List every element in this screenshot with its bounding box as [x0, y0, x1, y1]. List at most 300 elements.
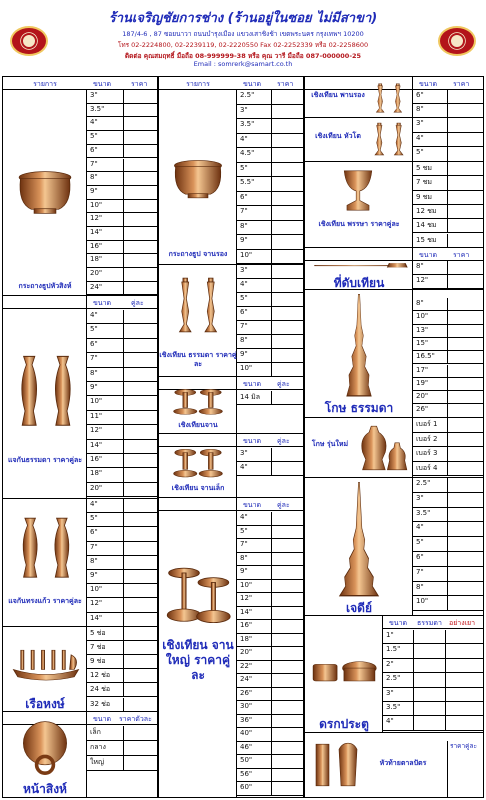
candle-snuffer-section — [305, 248, 483, 290]
door-knob-image — [309, 646, 379, 692]
size-value: 19" — [416, 378, 429, 387]
table-row — [413, 522, 483, 537]
table-row — [87, 613, 157, 627]
table-row — [237, 321, 303, 335]
size-value: เล็ก — [90, 728, 101, 736]
table-row — [237, 119, 303, 134]
price-cell — [271, 349, 272, 362]
price-cell — [447, 298, 448, 310]
table-row — [413, 596, 483, 611]
table-row — [87, 542, 157, 556]
size-value: 11" — [90, 411, 103, 420]
size-value: 36" — [240, 715, 253, 724]
price-column-header: ราคา — [453, 80, 470, 88]
price-column-header: ราคา — [277, 80, 294, 88]
table-row — [87, 213, 157, 227]
table-row — [383, 630, 483, 644]
product-caption: เชิงเทียน จานเล็ก — [171, 484, 225, 492]
price-cell — [271, 755, 272, 768]
price-cell — [447, 261, 448, 274]
candlestick-dish-section — [159, 377, 303, 434]
table-row — [413, 582, 483, 597]
table-row — [87, 598, 157, 612]
price-cell — [271, 661, 272, 674]
table-row — [87, 324, 157, 338]
size-value: 24" — [90, 282, 103, 291]
size-value: 8" — [416, 299, 424, 307]
price-column-header: ราคา — [131, 80, 148, 88]
table-row — [413, 378, 483, 391]
candlestick-bighead-section — [305, 118, 483, 162]
price-cell — [123, 172, 124, 185]
size-value: 9" — [90, 383, 98, 391]
size-value: เบอร์ 3 — [416, 449, 438, 457]
price-cell — [123, 411, 124, 424]
size-value: 7" — [240, 322, 248, 330]
price-cell — [447, 378, 448, 390]
price-column-2 — [158, 76, 304, 798]
price-cell — [123, 200, 124, 213]
table-row — [87, 726, 157, 741]
price-cell — [447, 365, 448, 377]
size-value: 8" — [90, 173, 98, 182]
table-row — [237, 580, 303, 594]
size-value: 4" — [416, 133, 424, 142]
price-cell — [271, 620, 272, 633]
size-value: 10" — [240, 580, 253, 589]
price-cell — [271, 647, 272, 660]
table-row — [413, 351, 483, 364]
price-cell — [271, 250, 272, 264]
price-pair-label: ราคาคู่ละ — [447, 741, 483, 797]
table-row — [383, 644, 483, 658]
table-row — [87, 104, 157, 118]
size-value: 3" — [416, 119, 424, 127]
size-column-header: ขนาด — [419, 251, 438, 259]
size-value: 5 ช่อ — [90, 629, 106, 637]
price-cell — [271, 553, 272, 566]
price-column-header: ราคาตัวละ — [119, 715, 152, 723]
price-cell — [271, 512, 272, 525]
size-value: 22" — [240, 661, 253, 670]
size-value: 16.5" — [416, 352, 435, 361]
table-row — [87, 411, 157, 425]
table-header-row — [3, 77, 157, 90]
table-row — [87, 641, 157, 655]
bighead-candlestick-image — [367, 120, 411, 158]
urn-plain-section — [305, 290, 483, 418]
product-caption: ดรกประตู — [319, 717, 369, 731]
size-value: 46" — [240, 742, 253, 751]
size-value: 10" — [416, 597, 429, 606]
size-value: 12" — [240, 594, 253, 602]
size-value: 5" — [240, 163, 248, 172]
price-cell — [271, 607, 272, 620]
small-dish-candlestick-image — [169, 440, 227, 482]
price-cell — [447, 582, 448, 596]
product-caption: หัวท้ายตาลปัตร — [379, 759, 427, 767]
table-row — [87, 90, 157, 104]
table-row — [413, 537, 483, 552]
size-value: 9 ช่อ — [90, 657, 106, 666]
price-cell — [447, 118, 448, 132]
size-value: 14 มิล — [240, 393, 261, 401]
table-row — [413, 205, 483, 219]
price-cell — [271, 728, 272, 741]
size-value: 9" — [90, 571, 98, 579]
size-value: 8" — [416, 262, 424, 270]
price-cell — [447, 147, 448, 161]
price-cell — [123, 310, 124, 323]
price-cell — [271, 192, 272, 206]
table-row — [413, 338, 483, 351]
price-cell — [123, 669, 124, 682]
table-row — [237, 553, 303, 567]
price-cell — [123, 282, 124, 295]
table-row — [413, 118, 483, 133]
plain-vase-image — [11, 348, 81, 432]
table-row — [87, 499, 157, 513]
size-value: 32 ช่อ — [90, 699, 111, 708]
table-row — [237, 349, 303, 363]
price-cell — [123, 527, 124, 540]
size-column-header: ขนาด — [93, 299, 112, 307]
size-value: 4" — [90, 118, 98, 127]
table-row — [87, 584, 157, 598]
table-row — [237, 90, 303, 105]
price-cell — [413, 716, 414, 729]
price-cell — [123, 756, 124, 770]
size-value: 16" — [90, 455, 103, 463]
table-row — [237, 192, 303, 207]
price-cell — [447, 478, 448, 492]
table-row — [87, 353, 157, 367]
price-cell — [445, 630, 446, 643]
price-cell — [447, 205, 448, 218]
price-cell — [447, 418, 448, 432]
price-cell — [123, 440, 124, 453]
price-cell — [413, 644, 414, 657]
price-cell — [447, 104, 448, 117]
price-cell — [413, 673, 414, 686]
table-row — [237, 134, 303, 149]
size-value: 10" — [90, 397, 103, 406]
price-cell — [445, 659, 446, 672]
table-row — [237, 235, 303, 250]
price-cell — [123, 324, 124, 337]
table-header-row — [159, 498, 303, 511]
candlestick-tray-section — [305, 77, 483, 118]
price-cell — [447, 90, 448, 103]
size-value: 18" — [240, 634, 253, 643]
price-cell — [447, 508, 448, 522]
size-value: 10" — [416, 312, 429, 321]
size-value: 12" — [90, 599, 103, 608]
fan-ends-image — [311, 739, 361, 791]
table-row — [413, 391, 483, 404]
size-value: 3" — [90, 91, 98, 99]
candle-snuffer-image — [311, 258, 409, 272]
size-value: 3" — [240, 449, 248, 457]
price-cell — [271, 674, 272, 687]
size-value: 4" — [240, 280, 248, 288]
size-value: 12" — [90, 426, 103, 435]
shop-phones: โทร 02-2224800, 02-2239119, 02-2220550 Fax 02-2252339 หรือ 02-2258600 — [117, 41, 369, 49]
table-row — [237, 105, 303, 120]
size-column-header: ขนาด — [243, 80, 262, 88]
price-cell — [447, 162, 448, 175]
price-cell — [123, 584, 124, 597]
price-cell — [271, 526, 272, 539]
table-row — [87, 655, 157, 669]
price-cell — [271, 206, 272, 220]
size-value: 3.5" — [416, 508, 431, 517]
price-cell — [447, 391, 448, 403]
price-cell — [447, 219, 448, 232]
table-row — [87, 483, 157, 497]
table-row — [87, 145, 157, 159]
table-row — [87, 186, 157, 200]
price-cell — [123, 542, 124, 555]
price-cell — [271, 701, 272, 714]
price-column-header: ราคา — [453, 251, 470, 259]
price-cell — [447, 133, 448, 147]
price-cell — [123, 268, 124, 281]
size-value: 8" — [416, 582, 424, 591]
price-cell — [271, 593, 272, 606]
price-cell — [445, 673, 446, 686]
table-row — [237, 620, 303, 634]
price-cell — [447, 447, 448, 461]
swan-boat-image — [9, 641, 83, 687]
table-row — [383, 702, 483, 716]
size-value: 7" — [240, 540, 248, 548]
candlestick-small-dish-section — [159, 434, 303, 498]
price-cell — [123, 741, 124, 755]
price-cell — [271, 391, 272, 404]
size-value: 60" — [240, 783, 253, 791]
table-row — [237, 782, 303, 796]
dish-candlestick-image — [169, 381, 227, 419]
table-row — [237, 526, 303, 540]
table-row — [87, 468, 157, 482]
product-caption: เชิงเทียน หัวโต — [315, 132, 361, 140]
table-row — [87, 669, 157, 683]
size-value: 17" — [416, 365, 429, 374]
price-cell — [271, 321, 272, 334]
price-cell — [123, 483, 124, 496]
table-row — [413, 418, 483, 433]
price-cell — [123, 90, 124, 103]
table-row — [87, 627, 157, 641]
premium-column-header: อย่างเยา — [449, 619, 476, 627]
price-cell — [447, 191, 448, 204]
size-value: 14 ชม — [416, 221, 437, 230]
table-row — [237, 391, 303, 405]
price-column-3 — [304, 76, 484, 798]
table-row — [87, 396, 157, 410]
size-value: 3.5" — [386, 703, 401, 711]
table-header-row — [159, 77, 303, 90]
table-row — [237, 674, 303, 688]
size-value: 9" — [240, 567, 248, 575]
product-caption: โกษ ธรรมดา — [324, 401, 394, 415]
size-column-header: ขนาด — [389, 619, 408, 627]
product-caption: แจกันทรงแก้ว ราคาคู่ละ — [8, 597, 82, 605]
table-row — [237, 250, 303, 265]
price-cell — [413, 630, 414, 643]
price-cell — [271, 177, 272, 191]
price-cell — [271, 688, 272, 701]
size-value: 7" — [240, 207, 248, 215]
table-row — [237, 265, 303, 279]
price-cell — [123, 382, 124, 395]
price-cell — [123, 131, 124, 144]
size-value: 3" — [416, 493, 424, 502]
table-row — [87, 310, 157, 324]
product-caption: กระถางธูป จานรอง — [168, 250, 228, 258]
item-column-header: รายการ — [33, 80, 57, 88]
table-row — [383, 716, 483, 730]
size-value: 5" — [240, 294, 248, 302]
price-cell — [123, 641, 124, 654]
table-row — [87, 454, 157, 468]
table-row — [237, 279, 303, 293]
table-row — [237, 742, 303, 756]
table-row — [87, 756, 157, 771]
size-value: 3" — [386, 688, 394, 697]
tray-candlestick-image — [369, 81, 409, 115]
size-value: 4.5" — [240, 149, 255, 157]
size-value: 12 ช่อ — [90, 671, 111, 680]
size-value: 8" — [240, 553, 248, 562]
price-cell — [271, 742, 272, 755]
size-value: 13" — [416, 325, 429, 334]
price-cell — [447, 493, 448, 507]
price-cell — [123, 425, 124, 438]
size-value: 4" — [240, 134, 248, 143]
table-row — [237, 448, 303, 462]
price-cell — [447, 522, 448, 536]
size-value: 9" — [240, 350, 248, 358]
price-cell — [445, 688, 446, 701]
size-value: 5.5" — [240, 178, 255, 186]
size-value: 1.5" — [386, 645, 401, 654]
size-value: 5" — [416, 538, 424, 547]
lion-face-section — [3, 712, 157, 797]
size-value: 12" — [90, 214, 103, 223]
table-row — [87, 683, 157, 697]
price-cell — [123, 145, 124, 158]
price-cell — [123, 353, 124, 366]
lion-face-knocker-image — [15, 718, 75, 778]
table-row — [87, 698, 157, 712]
size-value: 5" — [240, 526, 248, 535]
candlestick-large-dish-section — [159, 498, 303, 797]
table-row — [383, 659, 483, 673]
shop-address: 187/4-6 , 87 ซอยนาวา ถนนบำรุงเมือง แขวงเสาชิงช้า เขตพระนคร กรุงเทพฯ 10200 — [122, 30, 364, 38]
shop-contact: ติดต่อ คุณสมฤทธิ์ มือถือ 08-999999-38 หรือ คุณ วารี มือถือ 087-000000-25 — [124, 52, 362, 60]
size-value: 14" — [90, 613, 103, 622]
table-row — [237, 148, 303, 163]
size-value: 6" — [240, 308, 248, 316]
table-row — [413, 325, 483, 338]
size-value: 14" — [90, 228, 103, 236]
size-value: 6" — [90, 528, 98, 537]
table-row — [413, 365, 483, 378]
product-caption: โกษ รุ่นใหม่ — [311, 440, 349, 448]
price-cell — [271, 90, 272, 104]
price-cell — [123, 655, 124, 668]
table-row — [87, 117, 157, 131]
table-row — [413, 462, 483, 477]
size-value: 30" — [240, 702, 253, 710]
plain-candlestick-image — [169, 273, 227, 337]
table-row — [237, 661, 303, 675]
price-cell — [413, 659, 414, 672]
price-cell — [123, 213, 124, 226]
incense-pot-tray-image — [167, 150, 229, 202]
table-row — [413, 275, 483, 289]
size-value: 1" — [386, 631, 394, 639]
table-row — [237, 728, 303, 742]
size-value: 3" — [240, 105, 248, 114]
size-value: 9" — [90, 186, 98, 195]
table-row — [87, 741, 157, 756]
price-cell — [447, 338, 448, 350]
size-column-header: ขนาด — [93, 80, 112, 88]
price-cell — [271, 448, 272, 461]
table-row — [237, 593, 303, 607]
size-value: 6" — [240, 192, 248, 201]
table-row — [87, 268, 157, 282]
table-row — [237, 715, 303, 729]
size-value: 10" — [90, 200, 103, 209]
urn-new-section — [305, 418, 483, 478]
table-row — [237, 607, 303, 621]
table-row — [87, 440, 157, 454]
size-value: 15" — [416, 338, 429, 347]
table-row — [87, 556, 157, 570]
price-cell — [447, 537, 448, 551]
size-value: 15 ชม — [416, 235, 437, 244]
price-cell — [123, 468, 124, 481]
price-column-header: คู่ละ — [277, 437, 290, 445]
size-value: 24 ช่อ — [90, 685, 111, 694]
price-cell — [413, 702, 414, 715]
size-value: เบอร์ 2 — [416, 434, 438, 443]
size-value: 4" — [90, 500, 98, 508]
size-value: 5" — [90, 325, 98, 334]
price-cell — [271, 265, 272, 278]
incense-pot-lion-section — [3, 90, 157, 296]
product-caption: ที่ดับเทียน — [333, 276, 385, 290]
price-cell — [271, 566, 272, 579]
table-header-row — [3, 296, 157, 309]
price-cell — [123, 570, 124, 583]
price-cell — [447, 234, 448, 247]
table-row — [413, 478, 483, 493]
price-cell — [447, 567, 448, 581]
product-caption: เจดีย์ — [346, 601, 372, 615]
table-row — [87, 172, 157, 186]
table-row — [413, 147, 483, 162]
price-cell — [447, 311, 448, 323]
price-cell — [447, 462, 448, 476]
size-value: 3.5" — [240, 120, 255, 128]
price-cell — [271, 462, 272, 475]
price-cell — [271, 279, 272, 292]
